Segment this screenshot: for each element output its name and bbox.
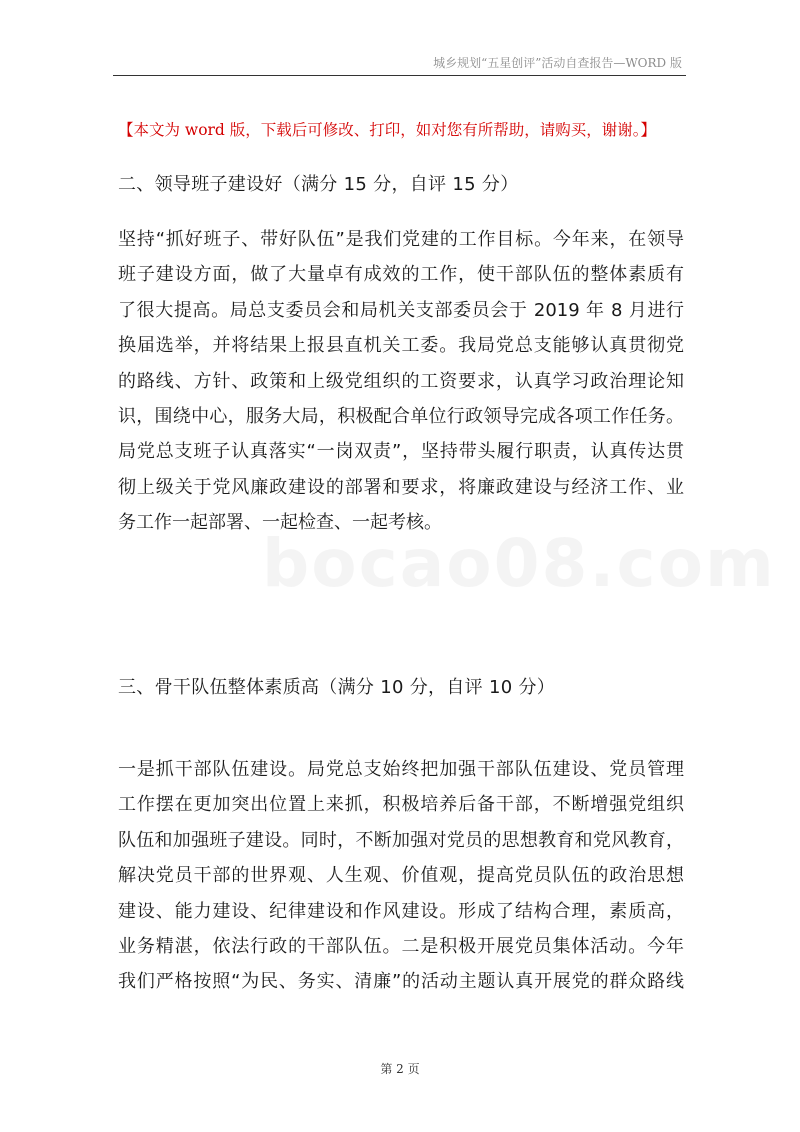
- paragraph-line: 局党总支班子认真落实“一岗双责”，坚持带头履行职责，认真传达贯: [118, 441, 684, 463]
- paragraph-line: 一是抓干部队伍建设。局党总支始终把加强干部队伍建设、党员管理: [118, 759, 684, 780]
- purchase-notice: 【本文为 word 版，下载后可修改、打印，如对您有所帮助，请购买，谢谢。】: [118, 121, 657, 139]
- paragraph-line: 坚持“抓好班子、带好队伍”是我们党建的工作目标。今年来，在领导: [118, 229, 684, 250]
- paragraph-line: 务工作一起部署、一起检查、一起考核。: [118, 512, 442, 534]
- paragraph-line: 了很大提高。局总支委员会和局机关支部委员会于 2019 年 8 月进行: [118, 299, 684, 321]
- header-divider: [113, 75, 686, 76]
- paragraph-line: 识，围绕中心，服务大局，积极配合单位行政领导完成各项工作任务。: [118, 406, 684, 428]
- section-3-paragraph: [118, 752, 684, 1000]
- section-2-paragraph: [118, 222, 684, 541]
- paragraph-line: 建设、能力建设、纪律建设和作风建设。形成了结构合理，素质高，: [118, 900, 684, 922]
- paragraph-line: 工作摆在更加突出位置上来抓，积极培养后备干部，不断增强党组织: [118, 794, 684, 816]
- header-title: 城乡规划“五星创评”活动自查报告—WORD 版: [433, 56, 682, 70]
- section-heading-3: 三、骨干队伍整体素质高（满分 10 分，自评 10 分）: [118, 677, 556, 698]
- paragraph-line: 彻上级关于党风廉政建设的部署和要求，将廉政建设与经济工作、业: [118, 476, 684, 498]
- paragraph-line: 班子建设方面，做了大量卓有成效的工作，使干部队伍的整体素质有: [118, 264, 684, 286]
- paragraph-line: 业务精湛，依法行政的干部队伍。二是积极开展党员集体活动。今年: [118, 936, 684, 958]
- paragraph-line: 换届选举，并将结果上报县直机关工委。我局党总支能够认真贯彻党: [118, 335, 684, 357]
- paragraph-line: 解决党员干部的世界观、人生观、价值观，提高党员队伍的政治思想: [118, 865, 684, 887]
- page-number: 第 2 页: [380, 1062, 420, 1076]
- paragraph-line: 的路线、方针、政策和上级党组织的工资要求，认真学习政治理论知: [118, 370, 684, 392]
- section-heading-2: 二、领导班子建设好（满分 15 分，自评 15 分）: [118, 174, 519, 195]
- paragraph-line: 我们严格按照“为民、务实、清廉”的活动主题认真开展党的群众路线: [118, 971, 684, 993]
- paragraph-line: 队伍和加强班子建设。同时，不断加强对党员的思想教育和党风教育，: [118, 829, 684, 851]
